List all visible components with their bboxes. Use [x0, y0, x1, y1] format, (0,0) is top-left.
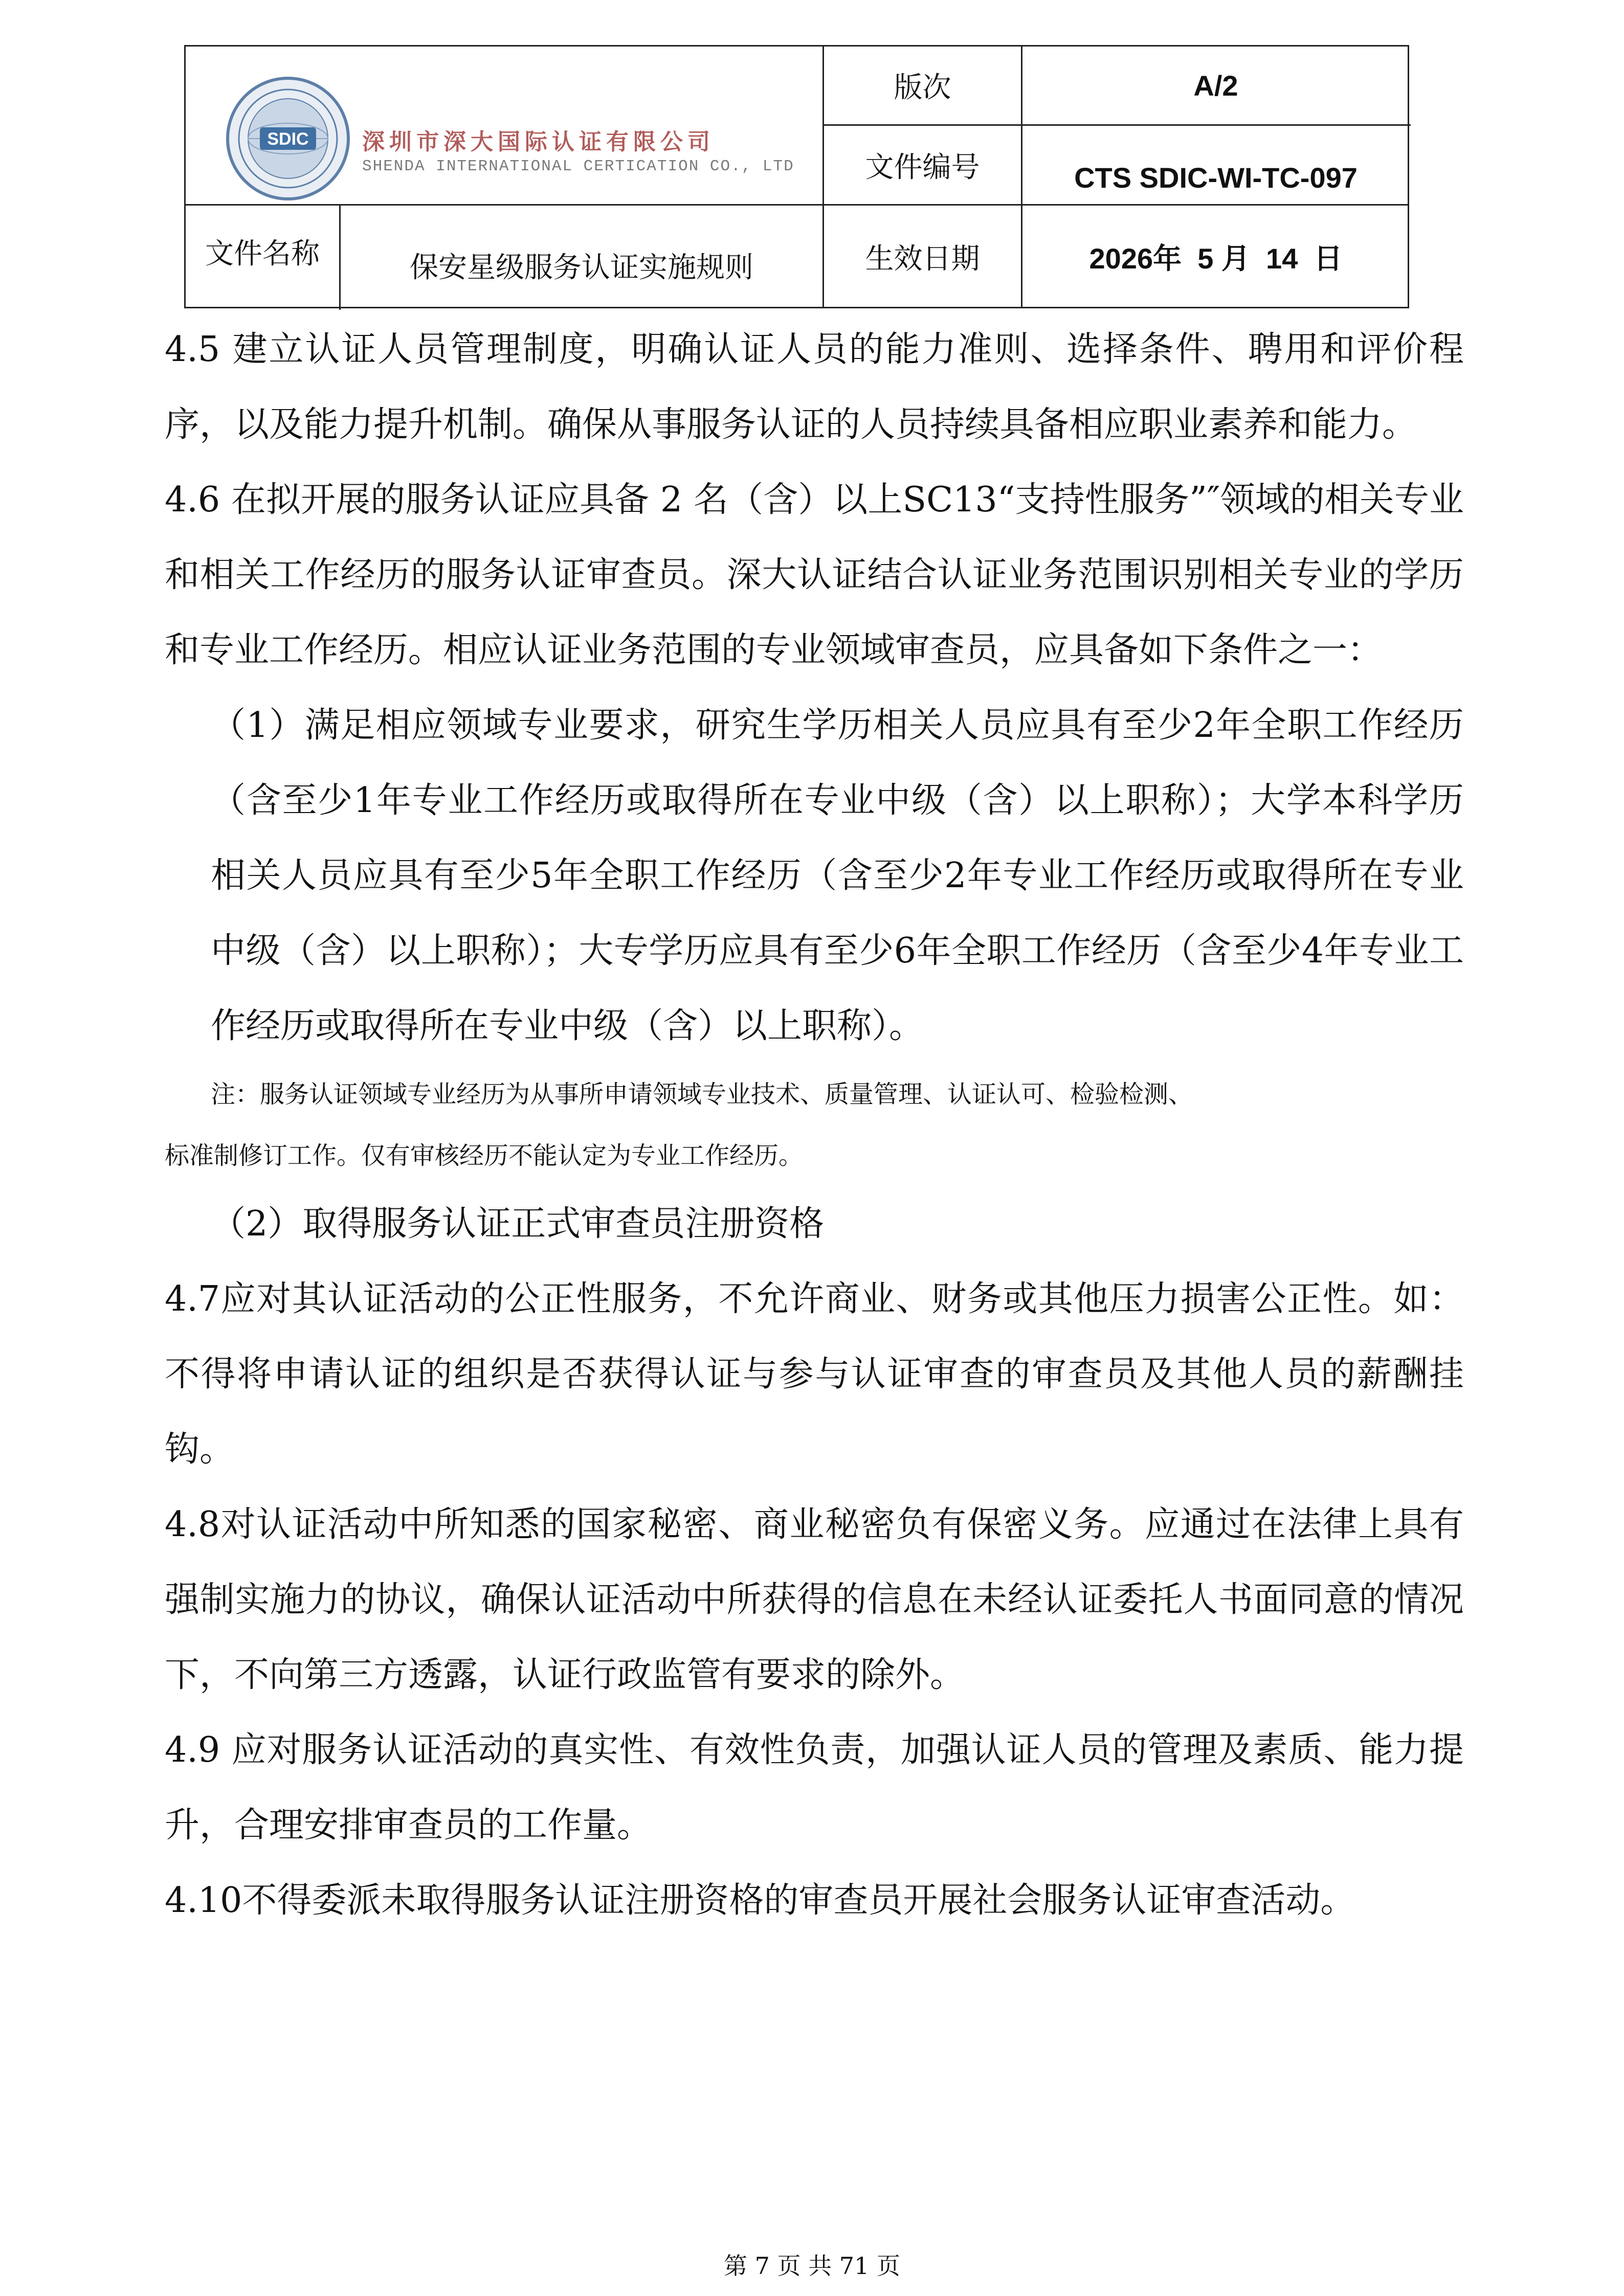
- clause-4-6-note-line-2: 标准制修订工作。仅有审核经历不能认定为专业工作经历。: [165, 1141, 804, 1170]
- document-body: [165, 312, 1464, 1938]
- company-name-cn: 深圳市深大国际认证有限公司: [362, 129, 715, 155]
- effective-date-label: 生效日期: [865, 242, 980, 276]
- clause-4-6-item-1: （1）满足相应领域专业要求，研究生学历相关人员应具有至少2年全职工作经历（含至少1年专业工作经历或取得所在专业中级（含）以上职称）；大学本科学历相关人员应具有至少5年全职工作经历（含至少2年专业工作经历或取得所在专业中级（含）以上职称）；大专学历应具有至少6年全职工作经历（含至少4年专业工作经历或取得所在专业中级（含）以上职称）。: [211, 705, 1464, 1046]
- clause-4-6-note-line-1: 注：服务认证领域专业经历为从事所申请领域专业技术、质量管理、认证认可、检验检测、: [211, 1080, 1193, 1109]
- clause-4-7: 4.7应对其认证活动的公正性服务，不允许商业、财务或其他压力损害公正性。如：不得将申请认证的组织是否获得认证与参与认证审查的审查员及其他人员的薪酬挂钩。: [165, 1279, 1464, 1470]
- svg-text:SDIC: SDIC: [267, 129, 309, 149]
- doc-name-label: 文件名称: [205, 237, 320, 271]
- company-name-en: SHENDA INTERNATIONAL CERTICATION CO., LTD: [362, 157, 794, 175]
- effective-date-value: 2026年 5 月 14 日: [1089, 242, 1343, 275]
- clause-4-5: 4.5 建立认证人员管理制度，明确认证人员的能力准则、选择条件、聘用和评价程序，以及能力提升机制。确保从事服务认证的人员持续具备相应职业素养和能力。: [165, 329, 1464, 445]
- company-logo: [224, 75, 833, 208]
- clause-4-9: 4.9 应对服务认证活动的真实性、有效性负责，加强认证人员的管理及素质、能力提升，合理安排审查员的工作量。: [165, 1730, 1464, 1845]
- doc-name-value: 保安星级服务认证实施规则: [410, 251, 753, 284]
- clause-4-10: 4.10不得委派未取得服务认证注册资格的审查员开展社会服务认证审查活动。: [165, 1880, 1355, 1921]
- clause-4-8: 4.8对认证活动中所知悉的国家秘密、商业秘密负有保密义务。应通过在法律上具有强制实施力的协议，确保认证活动中所获得的信息在未经认证委托人书面同意的情况下，不向第三方透露，认证行政监管有要求的除外。: [165, 1504, 1464, 1695]
- doc-number-value: CTS SDIC-WI-TC-097: [1074, 162, 1358, 194]
- header-table: [184, 45, 1409, 308]
- doc-number-label: 文件编号: [865, 150, 980, 184]
- clause-4-6-item-2: （2）取得服务认证正式审查员注册资格: [211, 1204, 825, 1244]
- page-number: 第 7 页 共 71 页: [724, 2252, 900, 2280]
- version-label: 版次: [894, 71, 951, 104]
- clause-4-6: 4.6 在拟开展的服务认证应具备 2 名（含）以上SC13“支持性服务”″领域的相关专业和相关工作经历的服务认证审查员。深大认证结合认证业务范围识别相关专业的学历和专业工作经历。相应认证业务范围的专业领域审查员，应具备如下条件之一：: [165, 480, 1464, 670]
- sdic-seal-icon: [224, 75, 352, 202]
- version-value: A/2: [1193, 69, 1238, 102]
